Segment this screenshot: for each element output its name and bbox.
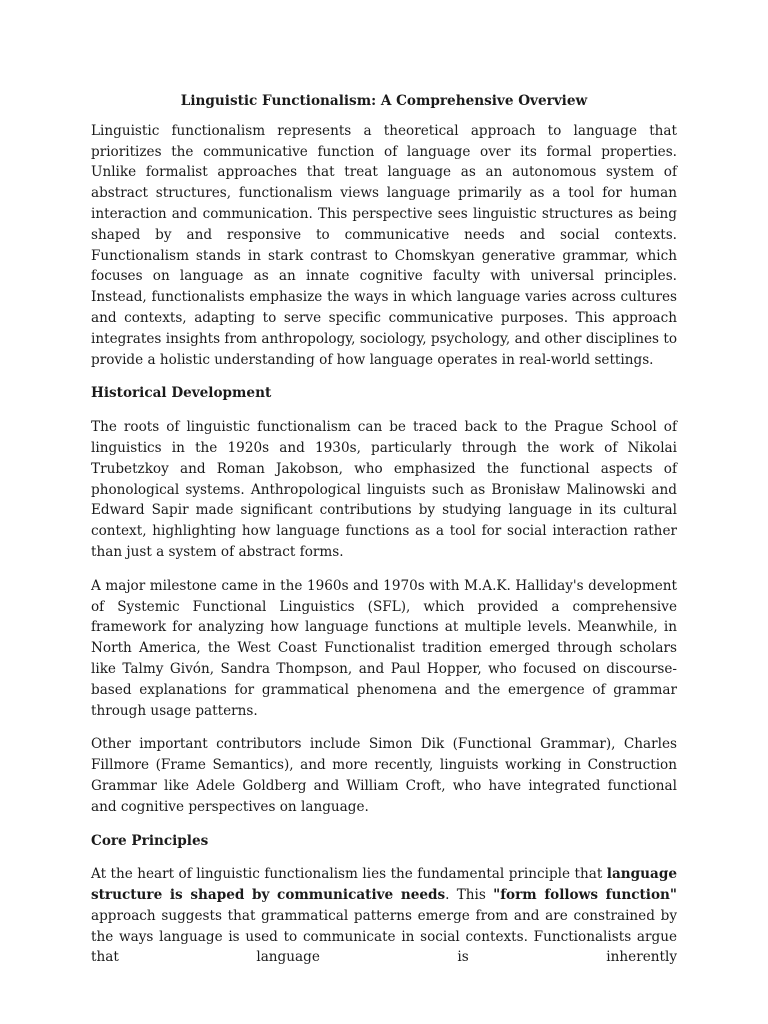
section-heading-core-principles: Core Principles	[91, 832, 209, 849]
document-page	[91, 91, 677, 981]
historical-paragraph-2: A major milestone came in the 1960s and 1970s with M.A.K. Halliday's development of Systemic Functional Linguistics (SFL), which provided a comprehensive framework for analyzing how language functions at multiple levels. Meanwhile, in North America, the West Coast Functionalist tradition emerged through scholars like Talmy Givón, Sandra Thompson, and Paul Hopper, who focused on discourse-based explanations for grammatical phenomena and the emergence of grammar through usage patterns.	[91, 577, 677, 719]
principle-mid-text: . This	[445, 887, 494, 904]
principle-bold-text-2: "form follows function"	[493, 887, 678, 904]
principle-lead-text: At the heart of linguistic functionalism lies the fundamental principle that	[91, 866, 607, 883]
historical-paragraph-3: Other important contributors include Simon Dik (Functional Grammar), Charles Fillmore (Frame Semantics), and more recently, linguists working in Construction Grammar like Adele Goldberg and William Croft, who have integrated functional and cognitive perspectives on language.	[91, 736, 677, 815]
principle-bold-text-1: language structure is shaped by communicative needs	[91, 866, 677, 904]
historical-paragraph-1: The roots of linguistic functionalism can be traced back to the Prague School of linguistics in the 1920s and 1930s, particularly through the work of Nikolai Trubetzkoy and Roman Jakobson, who emphasized the functional aspects of phonological systems. Anthropological linguists such as Bronisław Malinowski and Edward Sapir made significant contributions by studying language in its cultural context, highlighting how language functions as a tool for social interaction rather than just a system of abstract forms.	[91, 419, 677, 560]
intro-paragraph: Linguistic functionalism represents a theoretical approach to language that prioritizes the communicative function of language over its formal properties. Unlike formalist approaches that treat language as an autonomous system of abstract structures, functionalism views language primarily as a tool for human interaction and communication. This perspective sees linguistic structures as being shaped by and responsive to communicative needs and social contexts. Functionalism stands in stark contrast to Chomskyan generative grammar, which focuses on language as an innate cognitive faculty with universal principles. Instead, functionalists emphasize the ways in which language varies across cultures and contexts, adapting to serve specific communicative purposes. This approach integrates insights from anthropology, sociology, psychology, and other disciplines to provide a holistic understanding of how language operates in real-world settings.	[91, 122, 677, 368]
section-heading-historical-development: Historical Development	[91, 385, 272, 402]
core-principles-paragraph	[91, 864, 677, 968]
document-title: Linguistic Functionalism: A Comprehensive Overview	[180, 93, 588, 109]
principle-tail-text: approach suggests that grammatical patterns emerge from and are constrained by the ways language is used to communicate in social contexts. Functionalists argue that language is inherently	[91, 907, 677, 966]
